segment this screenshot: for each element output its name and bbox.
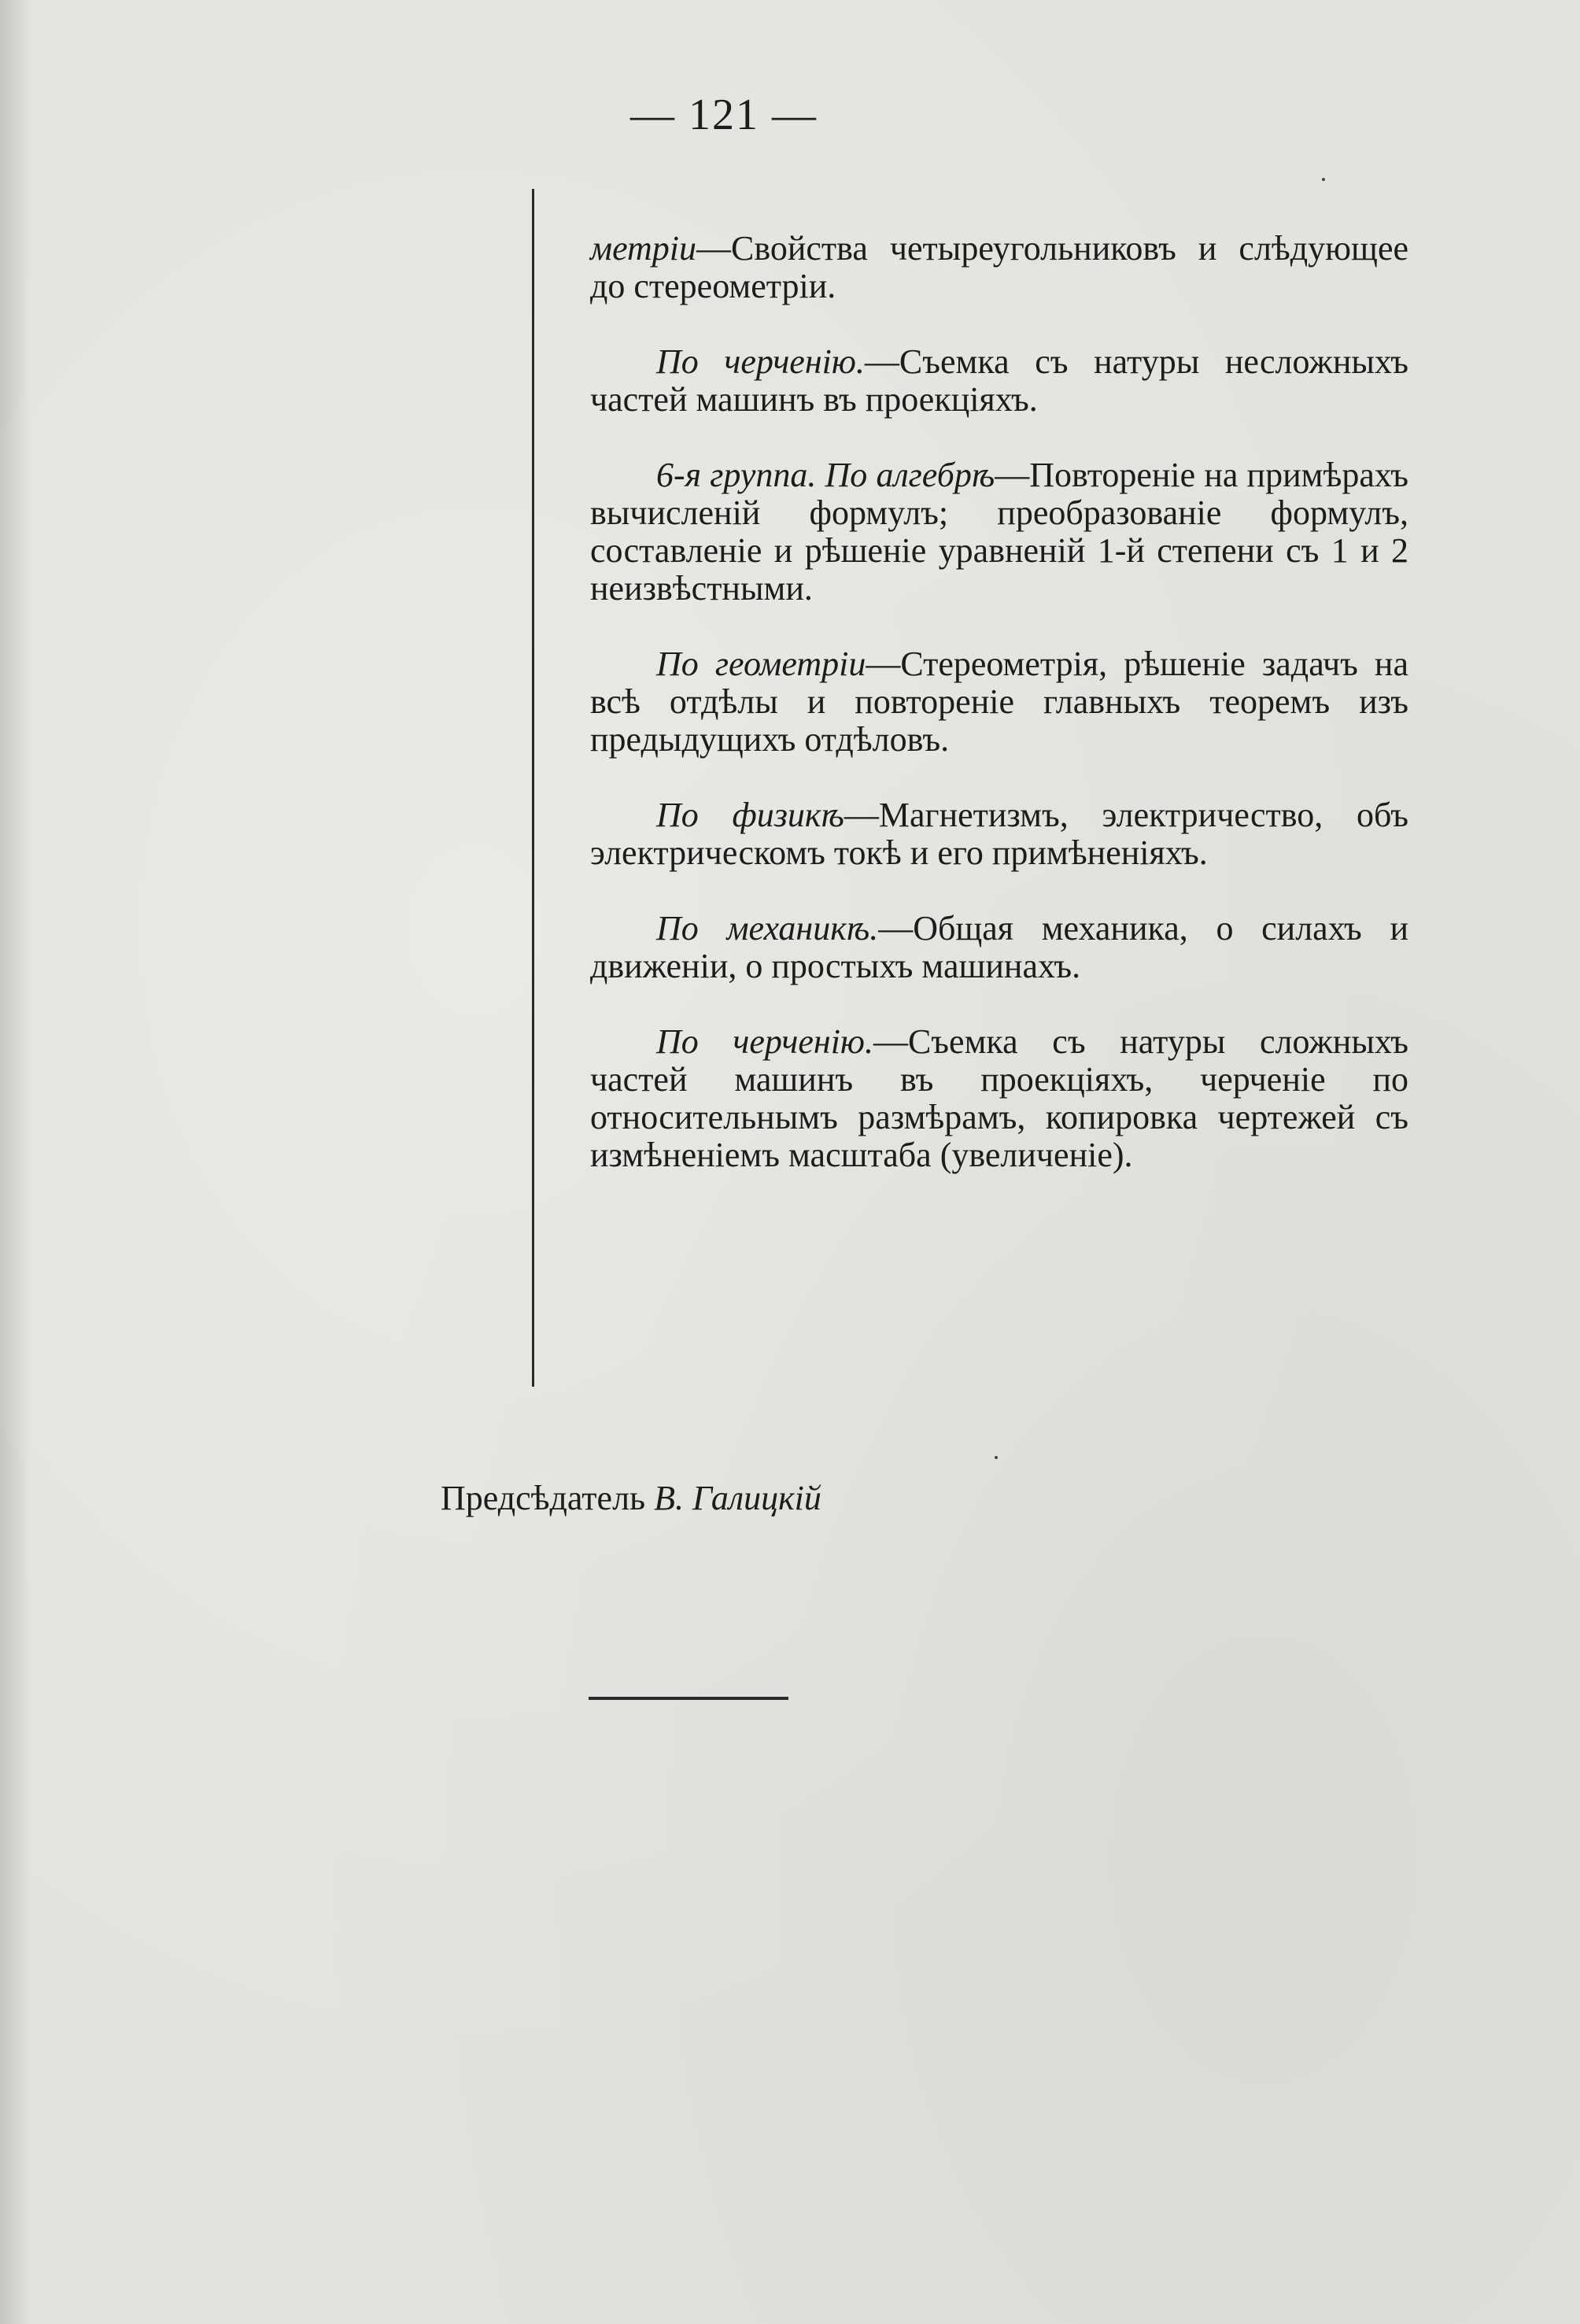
- paragraph-label: По механикѣ.: [656, 909, 879, 948]
- paragraph-label: 6-я группа. По алгебрѣ: [656, 456, 995, 494]
- paragraph-text: —Магнетизмъ, электричество, объ электрическомъ токѣ и его примѣненіяхъ.: [590, 796, 1409, 872]
- signature-name: В. Галицкій: [654, 1479, 821, 1517]
- print-speck: [995, 1456, 998, 1459]
- paragraph-text: —Съемка съ натуры сложныхъ частей машинъ въ проекціяхъ, черченіе по относительнымъ размѣрамъ, копировка чертежей съ измѣненіемъ масштаба (увеличеніе).: [590, 1022, 1408, 1174]
- paragraph-label: По физикѣ: [656, 796, 844, 834]
- page-number: — 121 —: [630, 91, 818, 139]
- text-block: [590, 230, 1408, 1174]
- signature-title: Предсѣдатель: [441, 1479, 646, 1517]
- paragraph-algebra: [590, 456, 1408, 608]
- paragraph-label: метріи: [590, 229, 697, 268]
- end-rule: [589, 1697, 788, 1700]
- paragraph-label: По черченію.: [656, 342, 865, 381]
- paragraph-mechanics: [590, 910, 1408, 985]
- paragraph-text: —Общая механика, о силахъ и движеніи, о простыхъ машинахъ.: [590, 909, 1409, 985]
- paragraph-text: —Съемка съ натуры несложныхъ частей машинъ въ проекціяхъ.: [590, 342, 1409, 419]
- paragraph-geometry: [590, 645, 1408, 759]
- paragraph-geometry-quadrilaterals: [590, 230, 1408, 305]
- paragraph-label: По черченію.: [656, 1022, 873, 1061]
- page-edge-shadow: [0, 0, 31, 2324]
- paragraph-physics: [590, 796, 1408, 872]
- paragraph-text: —Повтореніе на примѣрахъ вычисленій формулъ; преобразованіе формулъ, составленіе и рѣшеніе уравненій 1-й степени съ 1 и 2 неизвѣстными.: [590, 456, 1408, 608]
- paragraph-label: По геометріи: [656, 645, 866, 683]
- signature-line: [441, 1480, 821, 1517]
- paragraph-drawing-simple: [590, 343, 1408, 419]
- print-speck: [1322, 178, 1325, 181]
- paragraph-drawing-complex: [590, 1023, 1408, 1174]
- column-rule: [532, 189, 534, 1387]
- paragraph-text: —Стереометрія, рѣшеніе задачъ на всѣ отдѣлы и повтореніе главныхъ теоремъ изъ предыдущихъ отдѣловъ.: [590, 645, 1408, 759]
- paragraph-text: —Свойства четыреугольниковъ и слѣдующее до стереометріи.: [590, 229, 1408, 305]
